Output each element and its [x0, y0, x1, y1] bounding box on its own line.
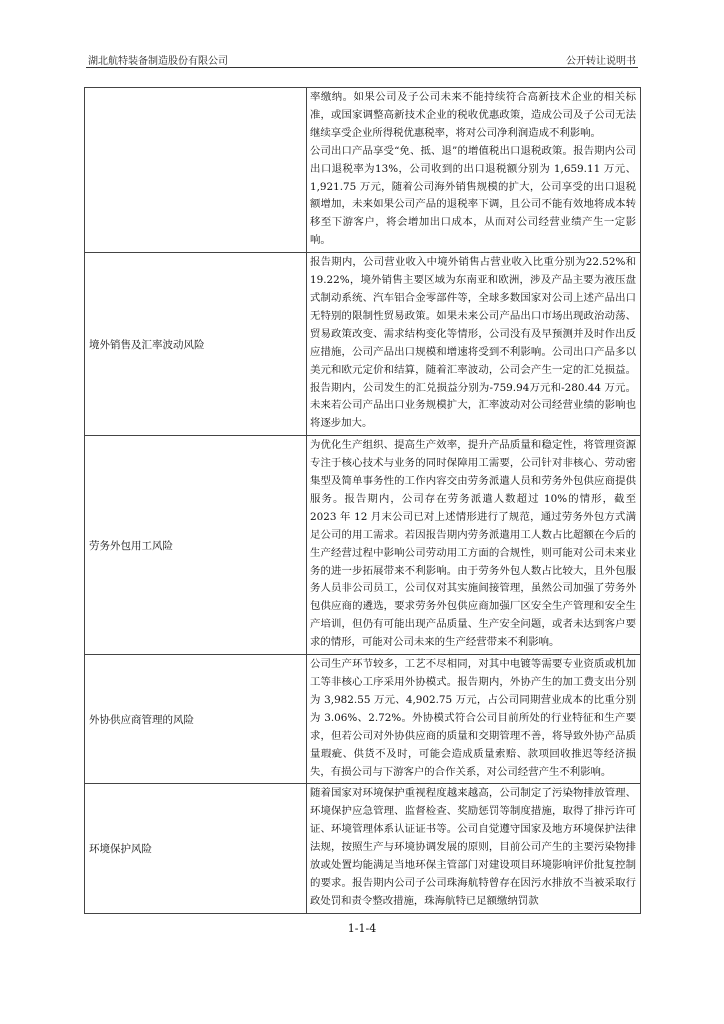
page-number: 1-1-4	[347, 922, 377, 935]
header-divider	[86, 67, 638, 68]
risk-description-cell	[307, 655, 641, 784]
risk-name-cell: 外协供应商管理的风险	[85, 655, 307, 784]
risk-name-cell: 境外销售及汇率波动风险	[85, 253, 307, 436]
description-paragraph: 率缴纳。如果公司及子公司未来不能持续符合高新技术企业的相关标准，或国家调整高新技术企业的税收优惠政策，造成公司及子公司无法继续享受企业所得税优惠税率，将对公司净利润造成不利影响。	[310, 91, 636, 139]
risk-table	[84, 87, 641, 914]
description-paragraph: 为优化生产组织、提高生产效率，提升产品质量和稳定性，将管理资源专注于核心技术与业务的同时保障用工需要，公司针对非核心、劳动密集型及简单事务性的工作内容交由劳务派遣人员和劳务外包供应商提供服务。报告期内，公司存在劳务派遣人数超过 10%的情形，截至 2023 年 12 月末公司已对上述情形进行了规范，通过劳务外包方式满足公司的用工需求。若因报告期内劳务派遣用工人数占比超额在今后的生产经营过程中影响公司劳动用工方面的合规性，则可能对公司未来业务的进一步拓展带来不利影响。由于劳务外包人数占比较大，且外包服务人员非公司员工，公司仅对其实施间接管理，虽然公司加强了劳务外包供应商的遴选，要求劳务外包供应商加强厂区安全生产管理和安全生产培训，但仍有可能出现产品质量、生产安全问题，或者未达到客户要求的情形，可能对公司未来的生产经营带来不利影响。	[310, 439, 636, 649]
table-row	[85, 88, 641, 253]
risk-description-cell	[307, 784, 641, 913]
table-row	[85, 655, 641, 784]
table-row	[85, 436, 641, 655]
description-paragraph: 随着国家对环境保护重视程度越来越高，公司制定了污染物排放管理、环境保护应急管理、监督检查、奖励惩罚等制度措施，取得了排污许可证、环境管理体系认证证书等。公司自觉遵守国家及地方环境保护法律法规，按照生产与环境协调发展的原则，目前公司产生的主要污染物排放或处置均能满足当地环保主管部门对建设项目环境影响评价批复控制的要求。报告期内公司子公司珠海航特曾存在因污水排放不当被采取行政处罚和责令整改措施，珠海航特已足额缴纳罚款	[310, 787, 636, 907]
risk-name-cell: 劳务外包用工风险	[85, 436, 307, 655]
risk-description-cell	[307, 88, 641, 253]
company-name: 湖北航特装备制造股份有限公司	[88, 56, 228, 67]
risk-description-cell	[307, 253, 641, 436]
page-header	[86, 50, 638, 68]
risk-name-cell: 环境保护风险	[85, 784, 307, 913]
description-paragraph: 公司生产环节较多，工艺不尽相同，对其中电镀等需要专业资质或机加工等非核心工序采用外协模式。报告期内，外协产生的加工费支出分别为 3,982.55 万元、4,902.75 万元，占公司同期营业成本的比重分别为 3.06%、2.72%。外协模式符合公司目前所处的行业特征和生产要求，但若公司对外协供应商的质量和交期管理不善，将导致外协产品质量瑕疵、供货不及时，可能会造成质量索赔、款项回收推迟等经济损失，有损公司与下游客户的合作关系，对公司经营产生不利影响。	[310, 658, 636, 778]
table-row	[85, 253, 641, 436]
description-paragraph: 公司出口产品享受“免、抵、退”的增值税出口退税政策。报告期内公司出口退税率为13%，公司收到的出口退税额分别为 1,659.11 万元、1,921.75 万元，随着公司海外销售规模的扩大，公司享受的出口退税额增加，未来如果公司产品的退税率下调，且公司不能有效地将成本转移至下游客户，将会增加出口成本，从而对公司经营业绩产生一定影响。	[310, 144, 636, 247]
document-title: 公开转让说明书	[566, 56, 636, 67]
description-paragraph: 报告期内，公司营业收入中境外销售占营业收入比重分别为22.52%和 19.22%，境外销售主要区域为东南亚和欧洲，涉及产品主要为液压盘式制动系统、汽车铝合金零部件等，全球多数国家对公司上述产品出口无特别的限制性贸易政策。如果未来公司产品出口市场出现政治动荡、贸易政策改变、需求结构变化等情形，公司没有及早预测并及时作出反应措施，公司产品出口规模和增速将受到不利影响。公司出口产品多以美元和欧元定价和结算，随着汇率波动，公司会产生一定的汇兑损益。报告期内，公司发生的汇兑损益分别为-759.94万元和-280.44 万元。未来若公司产品出口业务规模扩大，汇率波动对公司经营业绩的影响也将逐步加大。	[310, 256, 636, 430]
table-row	[85, 784, 641, 913]
risk-description-cell	[307, 436, 641, 655]
risk-name-cell	[85, 88, 307, 253]
